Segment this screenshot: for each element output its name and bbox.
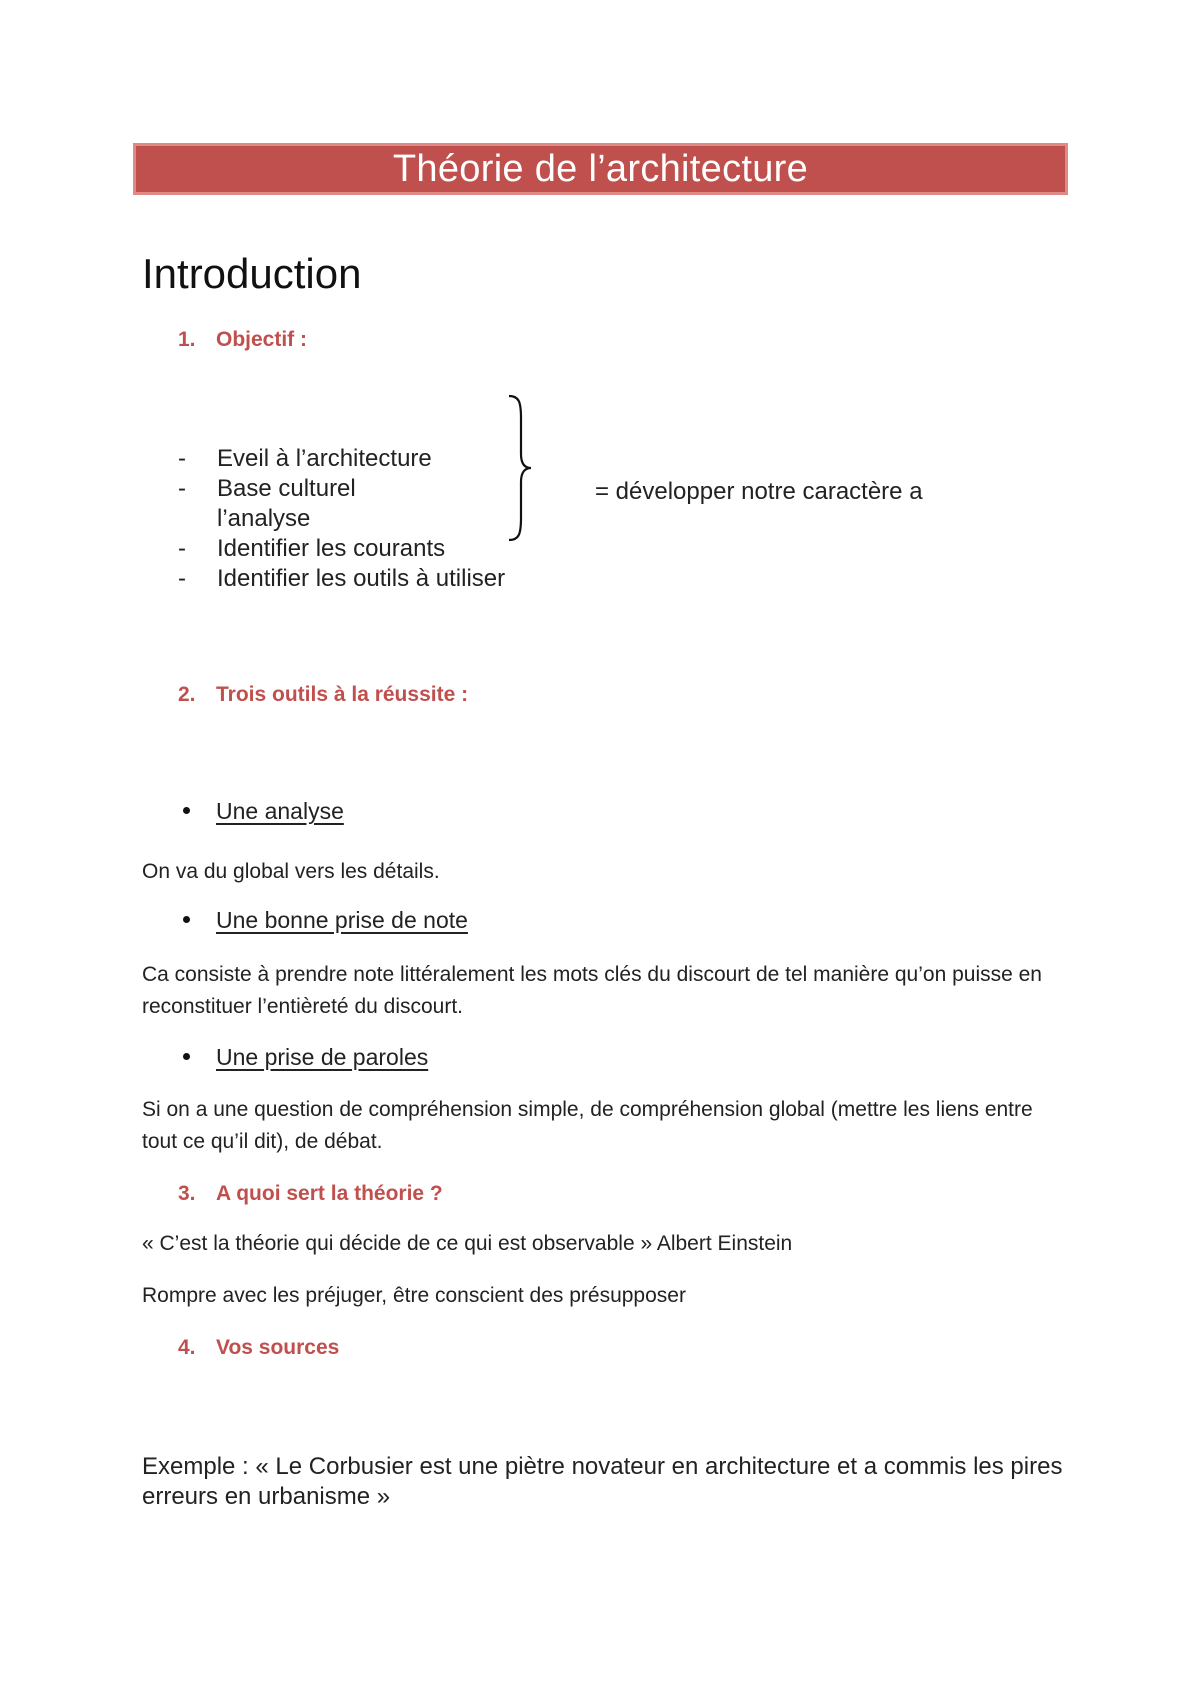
- tool-prise-de-note: Une bonne prise de note: [183, 907, 468, 934]
- heading-outils: 2. Trois outils à la réussite :: [178, 683, 469, 706]
- heading-text: Objectif :: [216, 328, 308, 351]
- objective-list: [178, 444, 538, 594]
- objective-item: - Base culturel: [178, 474, 538, 504]
- heading-sources: 4. Vos sources: [178, 1336, 340, 1359]
- document-title: Théorie de l’architecture: [392, 147, 809, 190]
- heading-objectif: [178, 328, 307, 352]
- tool-prise-de-paroles-text: Si on a une question de compréhension simple, de compréhension global (mettre les liens entre tout ce qu’il dit), de débat.: [142, 1098, 1033, 1153]
- objective-result: = développer notre caractère a: [595, 478, 923, 505]
- heading-number: 1.: [178, 328, 196, 351]
- title-banner: [133, 143, 1068, 195]
- theory-note: Rompre avec les préjuger, être conscient des présupposer: [142, 1284, 686, 1307]
- theory-quote: « C’est la théorie qui décide de ce qui est observable » Albert Einstein: [142, 1232, 793, 1255]
- tool-analyse: Une analyse: [183, 798, 344, 825]
- objective-item: - Eveil à l’architecture: [178, 444, 538, 474]
- section-heading: Introduction: [142, 250, 362, 297]
- heading-theorie: 3. A quoi sert la théorie ?: [178, 1182, 443, 1205]
- objective-item: - Identifier les outils à utiliser: [178, 564, 538, 594]
- bullet-icon: [183, 1053, 190, 1060]
- tool-analyse-text: On va du global vers les détails.: [142, 860, 440, 883]
- objective-item-continuation: l’analyse: [217, 505, 311, 532]
- tool-prise-de-note-text: Ca consiste à prendre note littéralement les mots clés du discourt de tel manière qu’on puisse en reconstituer l’entièreté du discourt.: [142, 963, 1042, 1018]
- tool-prise-de-paroles: Une prise de paroles: [183, 1044, 428, 1071]
- right-brace-icon: [505, 394, 535, 542]
- bullet-icon: [183, 916, 190, 923]
- bullet-icon: [183, 807, 190, 814]
- example-text: Exemple : « Le Corbusier est une piètre novateur en architecture et a commis les pires erreurs en urbanisme »: [142, 1453, 1063, 1510]
- objective-item: - Identifier les courants: [178, 534, 538, 564]
